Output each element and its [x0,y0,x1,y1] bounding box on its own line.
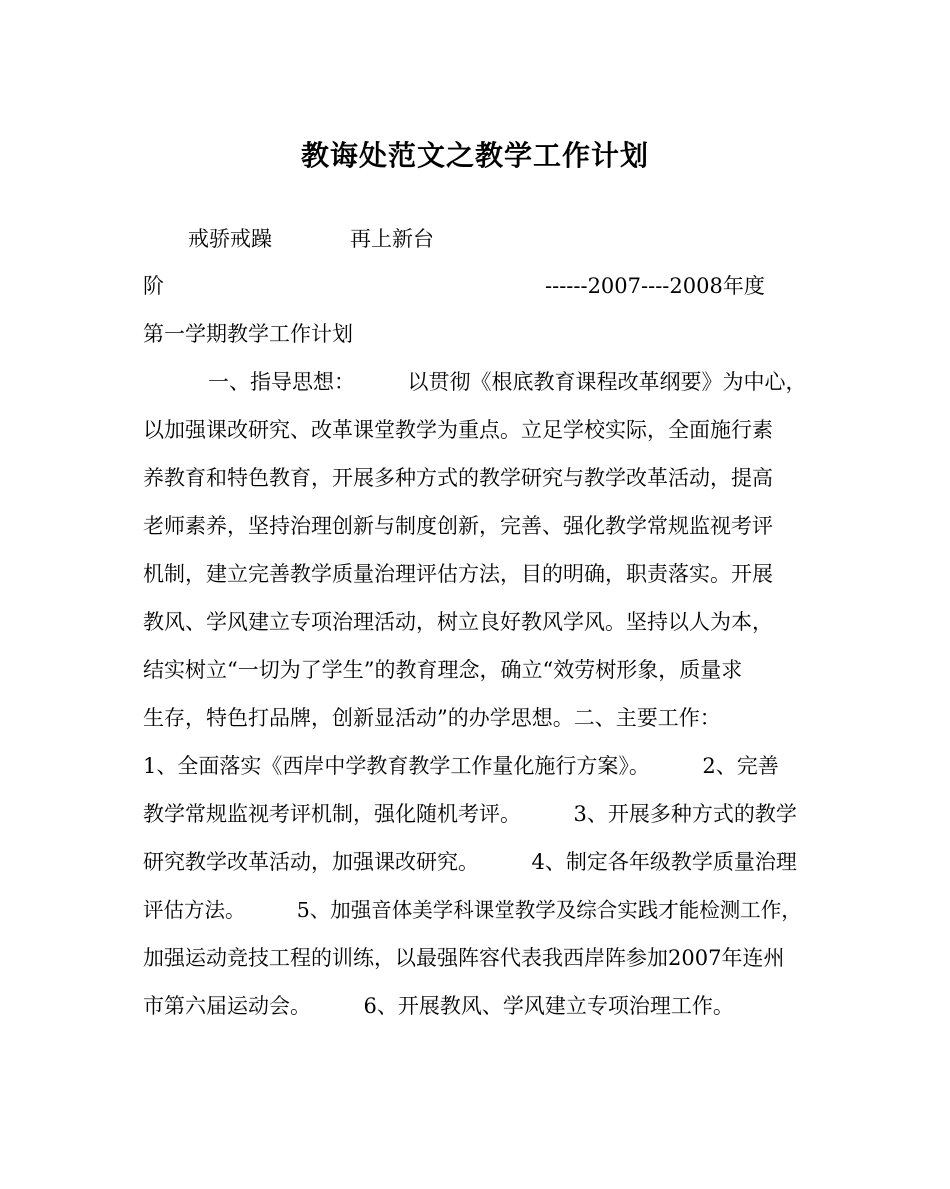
body-line: 评估方法。 5、加强音体美学科课堂教学及综合实践才能检测工作， [143,898,802,922]
body-line: 加强运动竞技工程的训练，以最强阵容代表我西岸阵参加2007年连州 [143,946,785,970]
body-line: 1、全面落实《西岸中学教育教学工作量化施行方案》。 2、完善 [143,754,779,778]
motto-part1: 戒骄戒躁 [188,227,272,251]
body-line: 生存，特色打品牌，创新显活动”的办学思想。二、主要工作： [143,706,721,730]
subtitle: 第一学期教学工作计划 [143,322,353,346]
motto-part3: 阶 [143,274,164,298]
body-line: 以加强课改研究、改革课堂教学为重点。立足学校实际，全面施行素 [143,418,773,442]
body-line: 一、指导思想： 以贯彻《根底教育课程改革纲要》为中心， [208,370,807,394]
body-line: 研究教学改革活动，加强课改研究。 4、制定各年级教学质量治理 [143,850,797,874]
body-line: 机制，建立完善教学质量治理评估方法，目的明确，职责落实。开展 [143,562,773,586]
year-label: ------2007----2008年度 [545,274,765,298]
body-line: 养教育和特色教育，开展多种方式的教学研究与教学改革活动，提高 [143,466,773,490]
body-line: 教学常规监视考评机制，强化随机考评。 3、开展多种方式的教学 [143,802,797,826]
body-line: 结实树立“一切为了学生”的教育理念，确立“效劳树形象，质量求 [143,658,743,682]
motto-part2: 再上新台 [350,227,434,251]
body-line: 市第六届运动会。 6、开展教风、学风建立专项治理工作。 [143,994,734,1018]
document-title: 教诲处范文之教学工作计划 [300,139,649,172]
body-line: 老师素养，坚持治理创新与制度创新，完善、强化教学常规监视考评 [143,514,773,538]
body-line: 教风、学风建立专项治理活动，树立良好教风学风。坚持以人为本， [143,610,773,634]
